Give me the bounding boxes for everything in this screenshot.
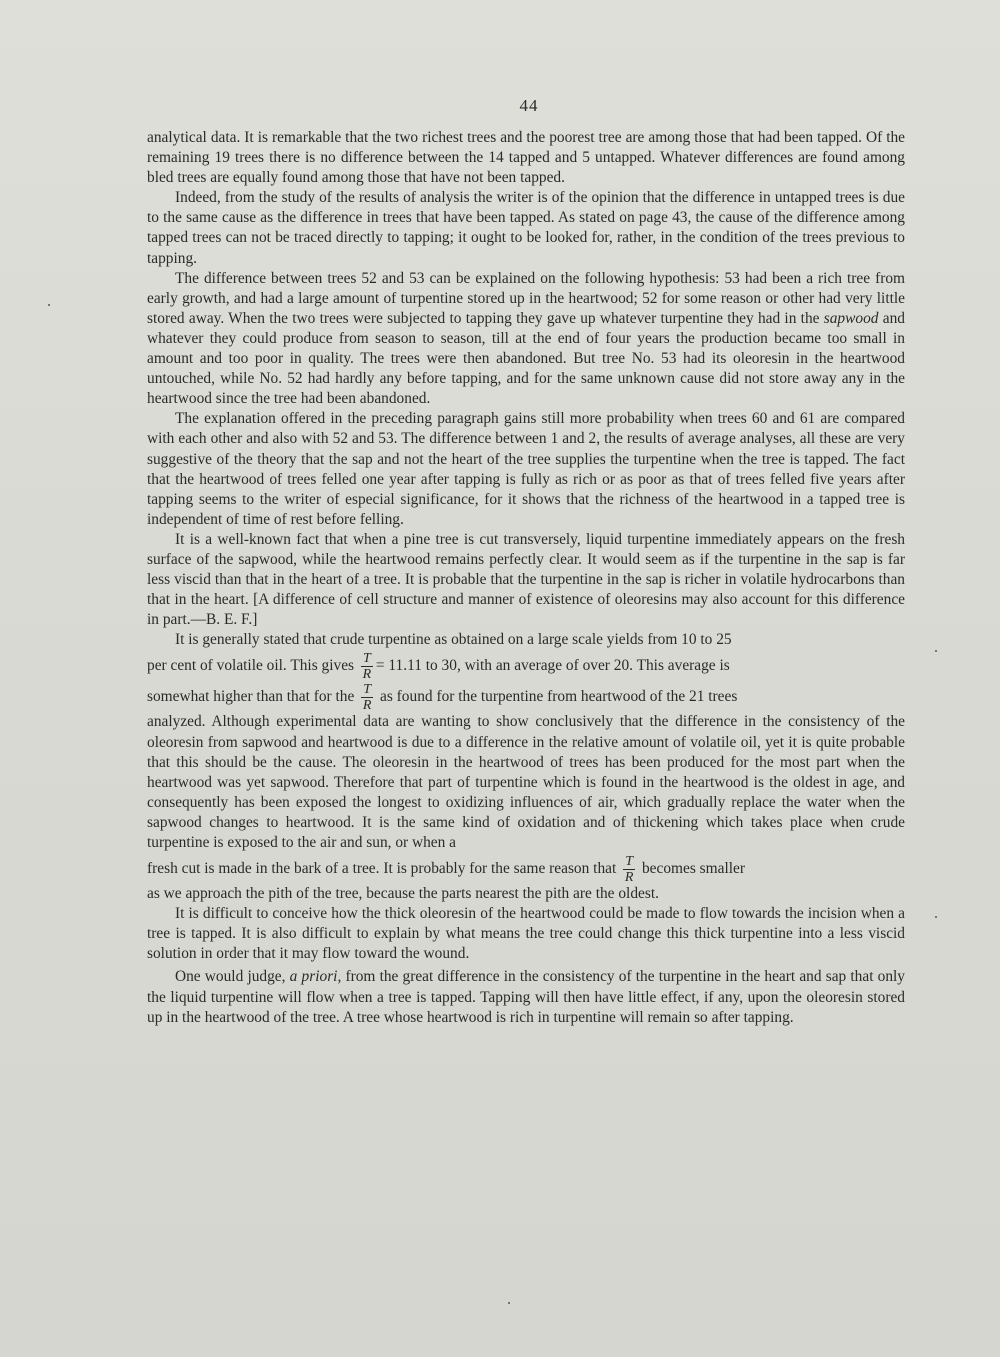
paragraph-8-italic: a priori, [289, 968, 342, 986]
paragraph-6-line-5 [147, 853, 905, 884]
fraction-numerator: T [363, 682, 372, 698]
paragraph-6-seg-3: somewhat higher than that for the [147, 688, 355, 706]
fraction-denominator: R [362, 698, 372, 714]
paper-speck [508, 1302, 510, 1304]
paragraph-6-text-a: analyzed. Although experimental data are wanting to show conclusively that the difference in the consistency of the oleoresin from sapwood and heartwood is due to a difference in the relative amount of volatile oil, yet it is quite probable that this should be the cause. The oleoresin in the heartwood of trees has been produced for the most part when the heartwood was yet sapwood. Therefore that part of turpentine which is found in the heartwood is the oldest in age, and consequently has been exposed the longest to oxidizing influences of air, which gradually replace the water when the sapwood changes to heartwood. It is the same kind of oxidation and of thickening which takes place when crude turpentine is exposed to the air and sun, or when a [147, 713, 905, 851]
paragraph-4: The explanation offered in the preceding paragraph gains still more probability when trees 60 and 61 are compared with each other and also with 52 and 53. The difference between 1 and 2, the results of average analyses, all these are very suggestive of the theory that the sap and not the heart of the tree supplies the turpentine when the tree is tapped. The fact that the heartwood of trees felled one year after tapping is fully as rich or as poor as that of trees felled five years after tapping seems to the writer of especial significance, for it shows that the richness of the heartwood in a tapped tree is independent of time of rest before felling. [147, 410, 905, 528]
paragraph-6-text-b: as we approach the pith of the tree, because the parts nearest the pith are the oldest. [147, 885, 659, 903]
fraction-t-over-r [623, 855, 635, 884]
paragraph-3 [147, 269, 905, 410]
paragraph-7: It is difficult to conceive how the thick oleoresin of the heartwood could be made to flow towards the incision when a tree is tapped. It is also difficult to explain by what means the tree could change this thick turpentine into a less viscid solution in order that it may flow toward the wound. [147, 905, 905, 963]
paragraph-6-seg-5: fresh cut is made in the bark of a tree. It is probably for the same reason that [147, 860, 617, 878]
paragraph-3-text-a: The difference between trees 52 and 53 can be explained on the following hypothesis: 53 had been a rich tree from early growth, and had a large amount of turpentine stored up in the heartwood; 52 for some reason or other had very little stored away. When the two trees were subjected to tapping they gave up whatever turpentine they had in the [147, 269, 905, 327]
fraction-numerator: T [362, 651, 371, 667]
paragraph-1: analytical data. It is remarkable that the two richest trees and the poorest tree are among those that had been tapped. Of the remaining 19 trees there is no difference between the 14 tapped and 5 untapped. Whatever differences are found among bled trees are equally found among those that have not been tapped. [147, 129, 905, 187]
paragraph-8 [147, 967, 905, 1027]
paragraph-6-line-2 [147, 650, 905, 681]
paragraph-2: Indeed, from the study of the results of analysis the writer is of the opinion that the difference in untapped trees is due to the same cause as the difference in trees that have been tapped. As stated on page 43, the cause of the difference among tapped trees can not be traced directly to tapping; it ought to be looked for, rather, in the condition of the trees previous to tapping. [147, 189, 905, 267]
paragraph-6-line-3 [147, 681, 905, 712]
body-text [147, 128, 905, 1028]
paper-speck [935, 916, 937, 918]
paragraph-3-italic: sapwood [823, 309, 879, 327]
fraction-t-over-r [361, 683, 373, 712]
paragraph-8-text-b: from the great difference in the consistency of the turpentine in the heart and sap that only the liquid turpentine will flow when a tree is tapped. Tapping will then have little effect, if any, upon the oleoresin stored up in the heartwood of the tree. A tree whose heartwood is rich in turpentine will remain so after tapping. [147, 968, 905, 1026]
fraction-denominator: R [362, 667, 372, 683]
paragraph-3-text-b: and whatever they could produce from season to season, till at the end of four years the production became too small in amount and too poor in quality. The trees were then abandoned. But tree No. 53 had its oleoresin in the heartwood untouched, while No. 52 had hardly any before tapping, and for the same unknown cause did not store away any in the heartwood since the tree had been abandoned. [147, 309, 905, 408]
paragraph-8-text-a: One would judge, [175, 968, 286, 986]
paragraph-6-seg-4: as found for the turpentine from heartwood of the 21 trees [380, 688, 738, 706]
page-number: 44 [519, 96, 539, 115]
paragraph-6-seg-2: = 11.11 to 30, with an average of over 20. This average is [375, 657, 730, 675]
fraction-denominator: R [624, 870, 634, 886]
paragraph-6-seg-6: becomes smaller [641, 860, 745, 878]
fraction-numerator: T [625, 854, 633, 870]
paragraph-6-line-1: It is generally stated that crude turpentine as obtained on a large scale yields from 10 to 25 [175, 631, 732, 649]
paragraph-6-seg-1: per cent of volatile oil. This gives [147, 657, 355, 675]
paper-speck [48, 304, 50, 306]
fraction-t-over-r [361, 652, 373, 681]
paper-speck [935, 650, 937, 652]
paragraph-5: It is a well-known fact that when a pine tree is cut transversely, liquid turpentine immediately appears on the fresh surface of the sapwood, while the heartwood remains perfectly clear. It would seem as if the turpentine in the sap is far less viscid than that in the heart of a tree. It is probable that the turpentine in the sap is richer in volatile hydrocarbons than that in the heart. [A difference of cell structure and manner of existence of oleoresins may also account for this difference in part.—B. E. F.] [147, 530, 905, 629]
